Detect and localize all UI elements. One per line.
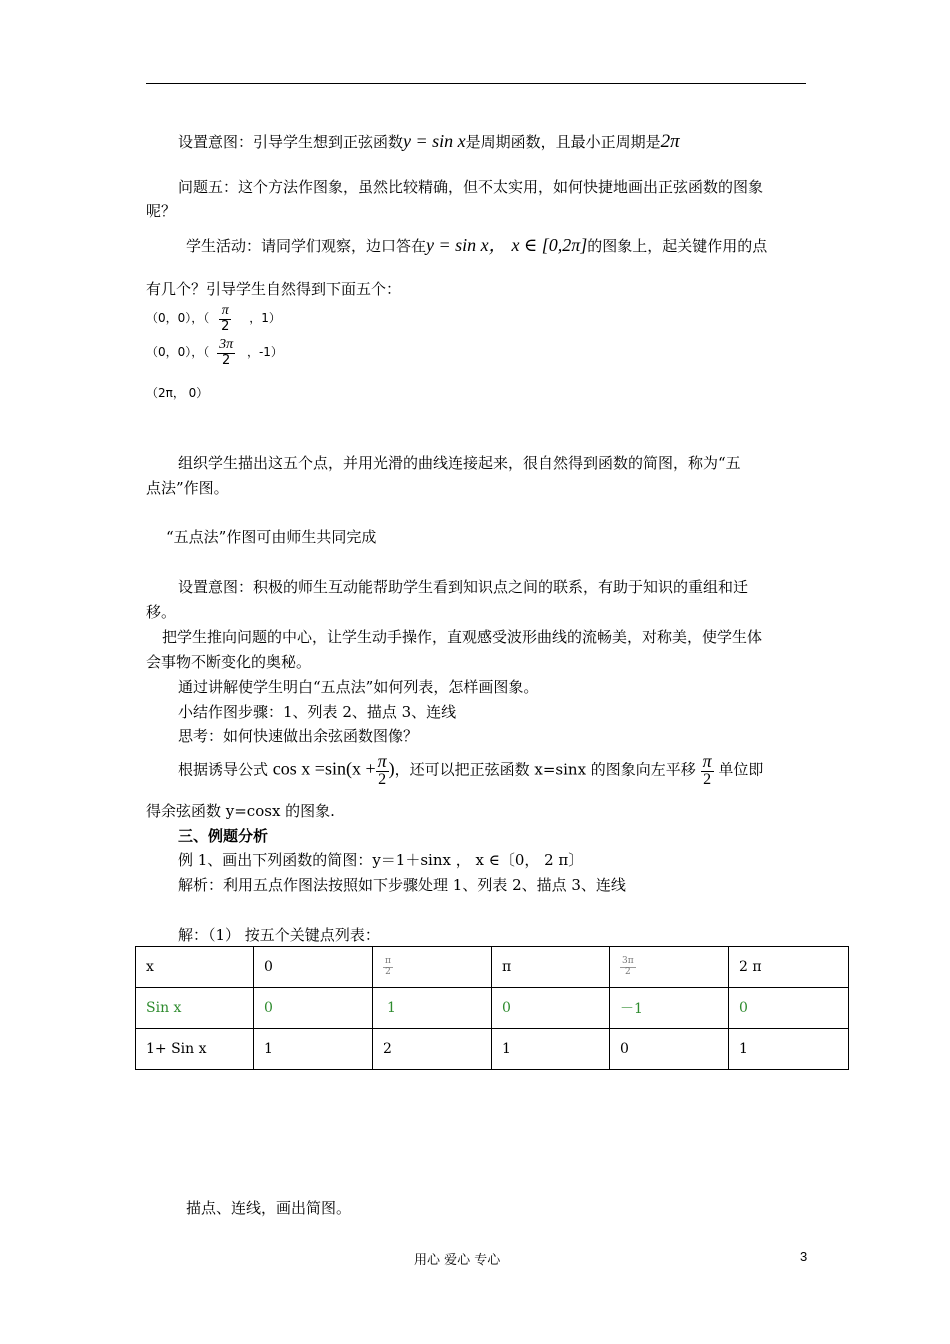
table-cell: x — [136, 947, 254, 988]
formula-frac — [376, 752, 389, 789]
table-cell: 0 — [254, 988, 373, 1029]
point-2 — [146, 338, 283, 367]
table-row — [136, 947, 849, 988]
frac-num: π — [385, 956, 391, 967]
point-1-close: ，1） — [249, 311, 281, 326]
frac-num: π — [377, 751, 387, 771]
intent-2-line1: 设置意图：积极的师生互动能帮助学生看到知识点之间的联系，有助于知识的重组和迁 — [178, 578, 749, 596]
table-cell: 0 — [610, 1029, 729, 1070]
footer-motto: 用心 爱心 专心 — [414, 1253, 501, 1268]
five-point-note: “五点法”作图可由师生共同完成 — [166, 528, 377, 546]
frac-den: 2 — [221, 318, 230, 334]
table-cell: 0 — [254, 947, 373, 988]
table-cell: －1 — [610, 988, 729, 1029]
frac-num: 3π — [622, 956, 634, 967]
table-cell: Sin x — [136, 988, 254, 1029]
sin-func: y = sin x — [403, 131, 466, 151]
table-cell: 1 — [492, 1029, 610, 1070]
formula-right: ) — [388, 758, 395, 779]
solution-line: 解：（1） 按五个关键点列表： — [178, 926, 380, 944]
frac-num: π — [702, 751, 712, 771]
header-rule — [146, 83, 806, 84]
push-line1: 把学生推向问题的中心，让学生动手操作，直观感受波形曲线的流畅美，对称美，使学生体 — [162, 628, 763, 646]
frac-num: π — [219, 304, 231, 320]
activity-prefix: 学生活动：请同学们观察，边口答在 — [186, 237, 427, 255]
point-2-close: ，-1） — [246, 345, 283, 360]
page-number: 3 — [800, 1249, 808, 1264]
activity-func: y = sin x， — [426, 235, 507, 255]
table-cell: 1 — [254, 1029, 373, 1070]
induce-line1 — [178, 752, 763, 789]
frac-den: 2 — [221, 352, 231, 368]
organize-line1: 组织学生描出这五个点，并用光滑的曲线连接起来，很自然得到函数的简图，称为“五 — [178, 454, 741, 472]
table-cell: π — [492, 947, 610, 988]
induce-prefix: 根据诱导公式 — [178, 760, 269, 779]
three-pi-over-2-cell — [620, 957, 636, 977]
intent-2-line2: 移。 — [146, 603, 177, 621]
explain-line: 通过讲解使学生明白“五点法”如何列表，怎样画图象。 — [178, 678, 539, 696]
table-cell: 0 — [729, 988, 849, 1029]
induce-mid: ，还可以把正弦函数 x=sinx 的图象向左平移 — [394, 760, 696, 779]
activity-suffix: 的图象上，起关键作用的点 — [587, 237, 768, 255]
intent-1-mid: 是周期函数，且最小正周期是 — [465, 133, 661, 151]
analysis-line: 解析：利用五点作图法按照如下步骤处理 1、列表 2、描点 3、连线 — [178, 876, 626, 894]
table-cell: 1 — [729, 1029, 849, 1070]
question-5-line2: 呢？ — [146, 202, 177, 220]
point-1-open: （0，0），（ — [146, 311, 210, 326]
activity-domain: x ∈ [0,2π] — [511, 235, 588, 255]
table-row — [136, 988, 849, 1029]
table-row — [136, 1029, 849, 1070]
table-cell: 2 π — [729, 947, 849, 988]
pi-over-2-cell — [383, 957, 393, 977]
pi-over-2 — [219, 304, 231, 333]
frac-den: 2 — [385, 966, 391, 977]
steps-line: 小结作图步骤：1、列表 2、描点 3、连线 — [178, 703, 457, 721]
frac-den: 2 — [378, 770, 387, 788]
organize-line2: 点法”作图。 — [146, 479, 229, 497]
formula-left: cos x =sin(x + — [272, 758, 376, 779]
question-5-line1: 问题五：这个方法作图象，虽然比较精确，但不太实用，如何快捷地画出正弦函数的图象 — [178, 178, 764, 196]
table-cell — [610, 947, 729, 988]
point-2-open: （0，0），（ — [146, 345, 210, 360]
shift-frac — [701, 752, 714, 789]
push-line2: 会事物不断变化的奥秘。 — [146, 653, 312, 671]
table-cell: 1+ Sin x — [136, 1029, 254, 1070]
plot-line: 描点、连线，画出简图。 — [186, 1199, 352, 1217]
three-pi-over-2 — [217, 338, 235, 367]
table-cell: 2 — [373, 1029, 492, 1070]
induce-line2: 得余弦函数 y=cosx 的图象. — [146, 802, 335, 820]
table-cell: 0 — [492, 988, 610, 1029]
frac-den: 2 — [703, 770, 712, 788]
values-table — [135, 946, 849, 1070]
point-3: （2π， 0） — [146, 386, 209, 400]
think-line: 思考：如何快速做出余弦函数图像？ — [178, 727, 419, 745]
period: 2π — [660, 131, 680, 152]
induce-suffix: 单位即 — [718, 760, 764, 779]
table-cell: 1 — [373, 988, 492, 1029]
frac-num: 3π — [219, 337, 234, 352]
section-3-heading: 三、例题分析 — [178, 827, 269, 845]
example-1: 例 1、画出下列函数的简图：y＝1＋sinx ， x ∈〔0， 2 π〕 — [178, 851, 584, 869]
frac-den: 2 — [624, 966, 631, 977]
intent-1 — [178, 131, 680, 153]
intent-1-prefix: 设置意图：引导学生想到正弦函数 — [178, 133, 404, 151]
activity-line2: 有几个？引导学生自然得到下面五个： — [146, 280, 402, 298]
table-cell — [373, 947, 492, 988]
activity-line1 — [186, 231, 767, 257]
point-1 — [146, 304, 281, 333]
